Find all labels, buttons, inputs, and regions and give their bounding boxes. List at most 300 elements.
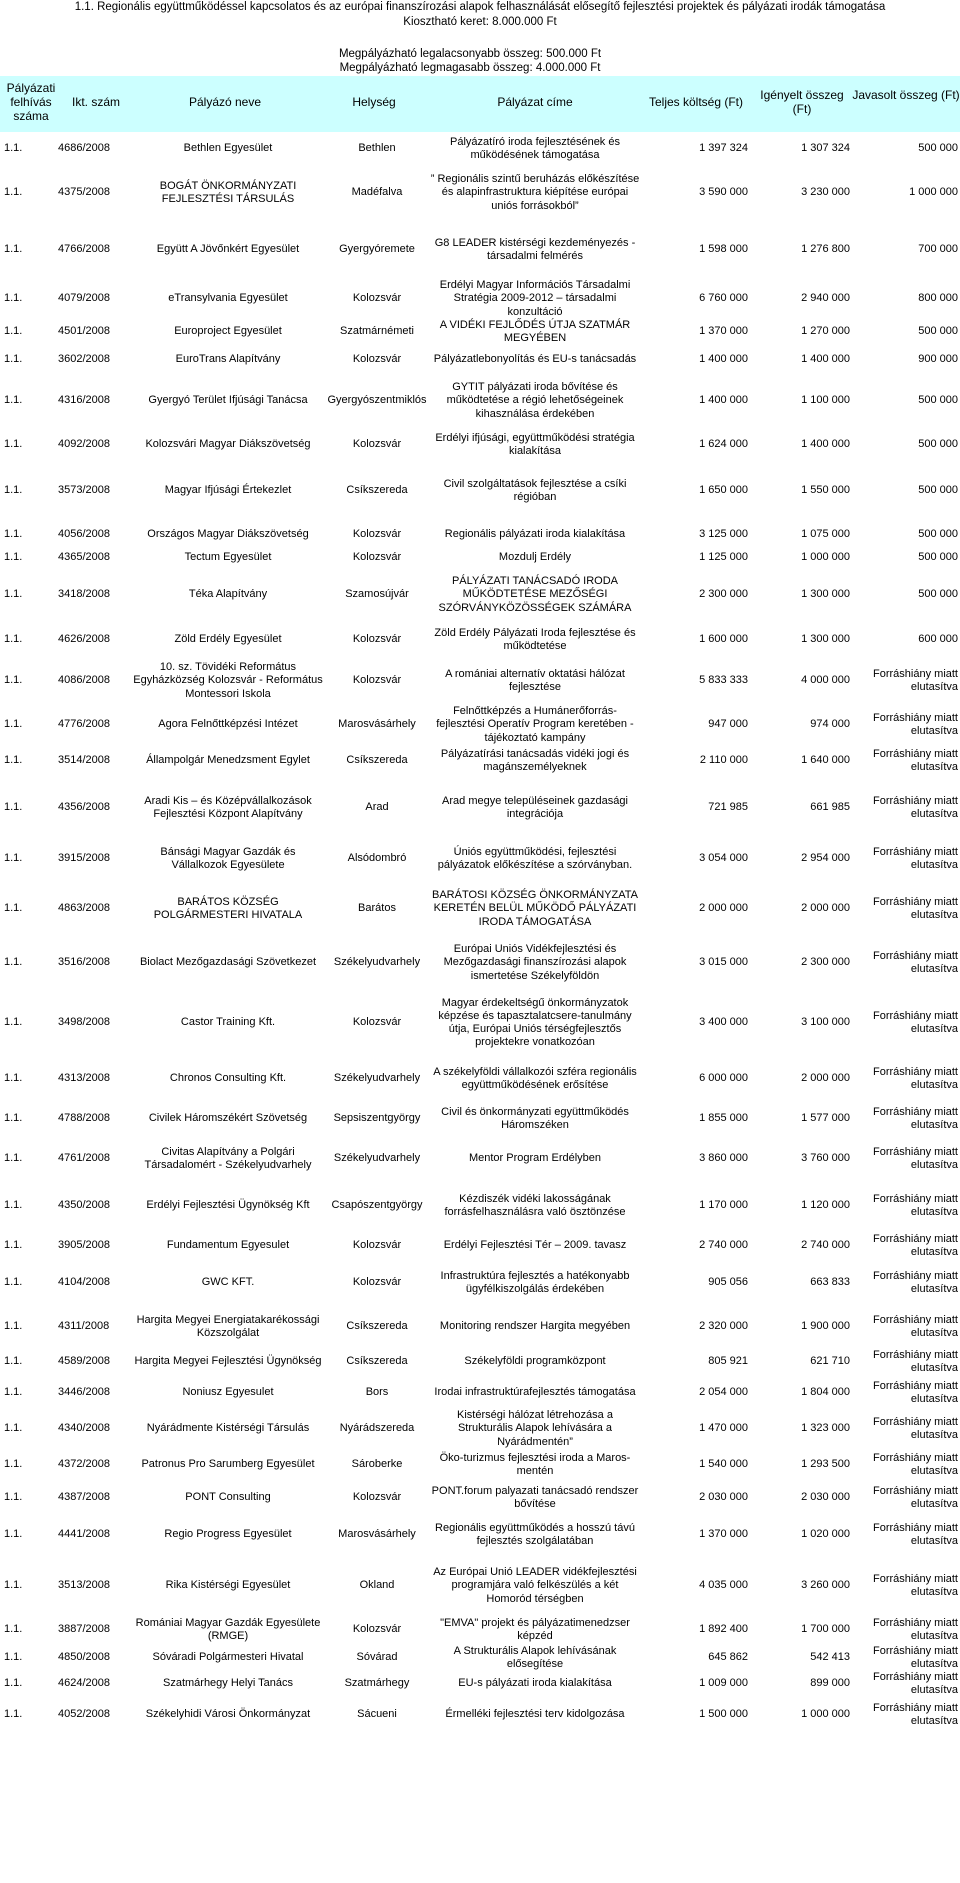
table-row [0,1261,960,1305]
cell-reg [58,345,132,375]
applicant-text: Nyárádmente Kistérségi Társulás [146,1422,310,1435]
cell-call [4,345,46,375]
reg-text: 4365/2008 [58,551,110,564]
reg-text: 4313/2008 [58,1072,110,1085]
cell-total [640,1411,748,1447]
cell-total [640,1447,748,1483]
proposed-text: 700 000 [918,243,958,256]
cell-applicant [133,1375,323,1411]
call-text: 1.1. [4,353,23,366]
reg-text: 4850/2008 [58,1651,110,1664]
proposed-text: Forráshiány miatt elutasítva [873,1313,958,1339]
applicant-text: Rika Kistérségi Egyesület [165,1579,291,1592]
cell-call [4,1231,46,1261]
cell-place [322,1101,432,1137]
cell-project [430,1305,640,1349]
table-row [0,319,960,345]
applicant-text: Chronos Consulting Kft. [169,1072,287,1085]
cell-project [430,551,640,565]
applicant-text: Noniusz Egyesulet [182,1386,274,1399]
cell-project [430,1557,640,1615]
cell-call [4,707,46,743]
cell-total [640,1671,748,1697]
cell-total [640,1137,748,1181]
call-text: 1.1. [4,801,23,814]
cell-project [430,165,640,221]
reg-text: 3516/2008 [58,956,110,969]
cell-total [640,937,748,989]
cell-applicant [133,279,323,319]
total-text: 4 035 000 [699,1579,748,1592]
cell-applicant [133,519,323,551]
cell-total [640,1349,748,1375]
total-text: 1 400 000 [699,394,748,407]
cell-reg [58,463,132,519]
cell-applicant [133,319,323,345]
cell-total [640,319,748,345]
cell-proposed [850,1231,958,1261]
cell-reg [58,1305,132,1349]
cell-requested [748,319,850,345]
call-text: 1.1. [4,1112,23,1125]
cell-total [640,1305,748,1349]
total-text: 1 500 000 [699,1708,748,1721]
reg-text: 4686/2008 [58,142,110,155]
project-text: A székelyföldi vállalkozói szféra regionális együttműködésének erősítése [433,1065,637,1091]
cell-project [430,1231,640,1261]
cell-applicant [133,463,323,519]
project-text: Pályázatíró iroda fejlesztésének és működésének támogatása [450,135,620,161]
applicant-text: Gyergyó Terület Ifjúsági Tanácsa [148,394,308,407]
cell-requested [748,837,850,881]
project-text: A VIDÉKI FEJLŐDÉS ÚTJA SZATMÁR MEGYÉBEN [439,318,631,344]
proposed-text: Forráshiány miatt elutasítva [873,1521,958,1547]
cell-total [640,551,748,565]
cell-call [4,165,46,221]
cell-call [4,1101,46,1137]
cell-reg [58,1137,132,1181]
cell-total [640,1483,748,1513]
total-text: 1 009 000 [699,1677,748,1690]
applicant-text: Sóváradi Polgármesteri Hivatal [152,1651,304,1664]
cell-total [640,1261,748,1305]
call-text: 1.1. [4,1152,23,1165]
cell-proposed [850,133,958,165]
proposed-text: Forráshiány miatt elutasítva [873,895,958,921]
place-text: Sároberke [351,1458,403,1471]
cell-call [4,881,46,937]
cell-reg [58,1671,132,1697]
header-requested: Igényelt összeg (Ft) [760,88,844,116]
cell-reg [58,625,132,655]
proposed-text: Forráshiány miatt elutasítva [873,1670,958,1696]
cell-place [322,1447,432,1483]
cell-reg [58,551,132,565]
applicant-text: Együtt A Jövőnkért Egyesület [156,243,300,256]
table-row [0,1411,960,1447]
cell-place [322,1305,432,1349]
proposed-text: Forráshiány miatt elutasítva [873,667,958,693]
call-text: 1.1. [4,325,23,338]
applicant-text: Tectum Egyesület [184,551,272,564]
place-text: Szamosújvár [345,588,409,601]
cell-proposed [850,937,958,989]
applicant-text: BOGÁT ÖNKORMÁNYZATI FEJLESZTÉSI TÁRSULÁS [159,179,297,205]
requested-text: 3 760 000 [801,1152,850,1165]
table-row [0,1671,960,1697]
cell-place [322,1557,432,1615]
cell-proposed [850,1349,958,1375]
call-text: 1.1. [4,633,23,646]
cell-total [640,707,748,743]
reg-text: 3602/2008 [58,353,110,366]
cell-place [322,319,432,345]
cell-place [322,1057,432,1101]
proposed-text: Forráshiány miatt elutasítva [873,1269,958,1295]
cell-place [322,1645,432,1671]
table-row [0,519,960,551]
table-row [0,565,960,625]
project-text: Erdélyi Fejlesztési Tér – 2009. tavasz [443,1239,627,1252]
applicant-text: Kolozsvári Magyar Diákszövetség [145,438,311,451]
total-text: 1 370 000 [699,1528,748,1541]
cell-proposed [850,707,958,743]
project-text: Erdélyi ifjúsági, együttműködési stratégia kialakítása [435,431,635,457]
cell-reg [58,707,132,743]
table-row [0,221,960,279]
cell-applicant [133,881,323,937]
place-text: Kolozsvár [352,528,402,541]
proposed-text: Forráshiány miatt elutasítva [873,1105,958,1131]
call-text: 1.1. [4,674,23,687]
cell-call [4,1483,46,1513]
cell-call [4,655,46,707]
place-text: Madéfalva [351,186,403,199]
cell-proposed [850,319,958,345]
cell-requested [748,565,850,625]
call-text: 1.1. [4,1072,23,1085]
table-row [0,345,960,375]
proposed-text: Forráshiány miatt elutasítva [873,845,958,871]
cell-requested [748,165,850,221]
place-text: Kolozsvár [352,674,402,687]
cell-proposed [850,165,958,221]
cell-requested [748,743,850,779]
project-text: Civil szolgáltatások fejlesztése a csíki régióban [443,477,627,503]
proposed-text: Forráshiány miatt elutasítva [873,1451,958,1477]
cell-total [640,279,748,319]
place-text: Nyárádszereda [339,1422,415,1435]
total-text: 1 470 000 [699,1422,748,1435]
header-place: Helység [352,95,396,109]
cell-project [430,1645,640,1671]
cell-total [640,881,748,937]
reg-text: 3915/2008 [58,852,110,865]
cell-call [4,427,46,463]
call-text: 1.1. [4,1016,23,1029]
cell-proposed [850,519,958,551]
cell-reg [58,565,132,625]
project-text: Felnőttképzés a Humánerőforrás-fejlesztési Operatív Program keretében - tájékoztató kampány [436,705,634,744]
cell-project [430,1513,640,1557]
requested-text: 663 833 [810,1276,850,1289]
proposed-text: Forráshiány miatt elutasítva [873,1484,958,1510]
total-text: 1 892 400 [699,1623,748,1636]
proposed-text: 500 000 [918,142,958,155]
applicant-text: Romániai Magyar Gazdák Egyesülete (RMGE) [135,1616,321,1642]
cell-call [4,1261,46,1305]
cell-reg [58,1447,132,1483]
cell-requested [748,279,850,319]
requested-text: 2 740 000 [801,1239,850,1252]
requested-text: 1 300 000 [801,633,850,646]
cell-applicant [133,989,323,1057]
cell-place [322,1137,432,1181]
cell-project [430,1615,640,1645]
place-text: Székelyudvarhely [333,1072,421,1085]
cell-project [430,779,640,837]
cell-applicant [133,375,323,427]
cell-call [4,463,46,519]
project-text: BARÁTOSI KÖZSÉG ÖNKORMÁNYZATA KERETÉN BELÜL MŰKÖDŐ PÁLYÁZATI IRODA TÁMOGATÁSA [432,889,638,928]
project-text: Civil és önkormányzati együttműködés Háromszéken [441,1105,629,1131]
requested-text: 3 230 000 [801,186,850,199]
reg-text: 4372/2008 [58,1458,110,1471]
cell-project [430,345,640,375]
cell-requested [748,133,850,165]
project-text: A romániai alternatív oktatási hálózat fejlesztése [445,667,625,693]
reg-text: 4788/2008 [58,1112,110,1125]
cell-reg [58,221,132,279]
cell-requested [748,1513,850,1557]
total-text: 1 400 000 [699,353,748,366]
requested-text: 1 577 000 [801,1112,850,1125]
cell-reg [58,1615,132,1645]
table-row [0,1513,960,1557]
place-text: Kolozsvár [352,292,402,305]
project-text: Erdélyi Magyar Információs Társadalmi Stratégia 2009-2012 – társadalmi konzultáció [439,279,631,318]
cell-project [430,1483,640,1513]
cell-applicant [133,655,323,707]
place-text: Kolozsvár [352,1276,402,1289]
cell-place [322,1671,432,1697]
cell-place [322,1615,432,1645]
cell-requested [748,937,850,989]
table-row [0,1557,960,1615]
place-text: Okland [359,1579,395,1592]
place-text: Csíkszereda [346,1355,408,1368]
cell-proposed [850,837,958,881]
table-row [0,1645,960,1671]
call-text: 1.1. [4,551,23,564]
cell-requested [748,1137,850,1181]
requested-text: 1 270 000 [801,325,850,338]
cell-call [4,1057,46,1101]
title-line-1: 1.1. Regionális együttműködéssel kapcsolatos és az európai finanszírozási alapok felhasználását elősegítő fejlesztési projektek és pályázati irodák támogatása [74,1,886,13]
place-text: Bors [365,1386,389,1399]
applicant-text: Állampolgár Menedzsment Egylet [146,754,310,767]
table-row [0,1101,960,1137]
cell-applicant [133,427,323,463]
requested-text: 2 954 000 [801,852,850,865]
cell-applicant [133,1057,323,1101]
call-text: 1.1. [4,438,23,451]
amount-limits [260,47,680,75]
cell-requested [748,881,850,937]
cell-requested [748,655,850,707]
place-text: Gyergyószentmiklós [327,394,427,407]
cell-project [430,1349,640,1375]
call-text: 1.1. [4,902,23,915]
cell-call [4,221,46,279]
cell-proposed [850,1101,958,1137]
cell-applicant [133,565,323,625]
table-row [0,1615,960,1645]
cell-reg [58,779,132,837]
cell-project [430,319,640,345]
cell-applicant [133,345,323,375]
total-text: 2 320 000 [699,1320,748,1333]
call-text: 1.1. [4,142,23,155]
project-text: Pályázatírási tanácsadás vidéki jogi és magánszemélyeknek [440,747,630,773]
place-text: Sepsiszentgyörgy [333,1112,421,1125]
applicant-text: Castor Training Kft. [180,1016,276,1029]
cell-place [322,1231,432,1261]
place-text: Arad [365,801,389,814]
cell-applicant [133,779,323,837]
cell-place [322,1181,432,1231]
proposed-text: Forráshiány miatt elutasítva [873,1572,958,1598]
call-text: 1.1. [4,1491,23,1504]
reg-text: 4079/2008 [58,292,110,305]
total-text: 2 054 000 [699,1386,748,1399]
cell-total [640,463,748,519]
project-text: Regionális pályázati iroda kialakítása [444,528,626,541]
table-row [0,1137,960,1181]
table-row [0,375,960,427]
cell-reg [58,1411,132,1447]
place-text: Székelyudvarhely [333,956,421,969]
proposed-text: 800 000 [918,292,958,305]
cell-requested [748,551,850,565]
cell-call [4,1557,46,1615]
reg-text: 4104/2008 [58,1276,110,1289]
project-text: Magyar érdekeltségű önkormányzatok képzése és tapasztalatcsere-tanulmány útja, Európai Uniós térségfejlesztős projektekre vonatkozóan [438,996,632,1049]
cell-applicant [133,1305,323,1349]
cell-total [640,345,748,375]
reg-text: 4441/2008 [58,1528,110,1541]
requested-text: 542 413 [810,1651,850,1664]
cell-total [640,1615,748,1645]
cell-project [430,1447,640,1483]
cell-proposed [850,989,958,1057]
proposed-text: 500 000 [918,551,958,564]
total-text: 2 110 000 [699,754,748,767]
call-text: 1.1. [4,243,23,256]
place-text: Kolozsvár [352,1623,402,1636]
reg-text: 4092/2008 [58,438,110,451]
cell-reg [58,427,132,463]
cell-place [322,221,432,279]
table-row [0,1375,960,1411]
total-text: 721 985 [708,801,748,814]
cell-reg [58,1231,132,1261]
cell-reg [58,1483,132,1513]
reg-text: 3446/2008 [58,1386,110,1399]
total-text: 645 862 [708,1651,748,1664]
applicant-text: Fundamentum Egyesulet [166,1239,290,1252]
table-row [0,1697,960,1733]
table-row [0,1181,960,1231]
project-text: Arad megye településeinek gazdasági integrációja [442,794,628,820]
place-text: Kolozsvár [352,633,402,646]
cell-total [640,1057,748,1101]
cell-project [430,707,640,743]
cell-applicant [133,1615,323,1645]
applicant-text: Civitas Alapítvány a Polgári Társadalomért - Székelyudvarhely [144,1145,312,1171]
total-text: 6 000 000 [699,1072,748,1085]
project-text: GYTIT pályázati iroda bővítése és működtetése a régió lehetőségeinek kihasználása érdekében [446,381,624,420]
total-text: 1 397 324 [699,142,748,155]
requested-text: 621 710 [810,1355,850,1368]
cell-project [430,1375,640,1411]
total-text: 805 921 [708,1355,748,1368]
cell-call [4,1671,46,1697]
project-text: G8 LEADER kistérségi kezdeményezés - társadalmi felmérés [434,236,636,262]
table-row [0,463,960,519]
call-text: 1.1. [4,718,23,731]
requested-text: 1 400 000 [801,438,850,451]
requested-text: 2 030 000 [801,1491,850,1504]
cell-call [4,937,46,989]
reg-text: 4387/2008 [58,1491,110,1504]
proposed-text: Forráshiány miatt elutasítva [873,1009,958,1035]
cell-place [322,1375,432,1411]
reg-text: 3513/2008 [58,1579,110,1592]
project-text: Regionális együttműködés a hosszú távú fejlesztés szolgálatában [435,1521,635,1547]
applicant-text: Civilek Háromszékért Szövetség [148,1112,308,1125]
proposed-text: Forráshiány miatt elutasítva [873,1348,958,1374]
cell-proposed [850,1137,958,1181]
cell-reg [58,279,132,319]
proposed-text: Forráshiány miatt elutasítva [873,1232,958,1258]
cell-project [430,1261,640,1305]
total-text: 905 056 [708,1276,748,1289]
cell-total [640,837,748,881]
cell-place [322,625,432,655]
cell-total [640,989,748,1057]
cell-proposed [850,1483,958,1513]
applicant-text: Hargita Megyei Fejlesztési Ügynökség [134,1355,322,1368]
cell-place [322,779,432,837]
cell-place [322,133,432,165]
requested-text: 1 400 000 [801,353,850,366]
reg-text: 4311/2008 [58,1320,110,1333]
proposed-text: Forráshiány miatt elutasítva [873,1379,958,1405]
call-text: 1.1. [4,1651,23,1664]
cell-proposed [850,625,958,655]
requested-text: 2 300 000 [801,956,850,969]
title-line-2: Kiosztható keret: 8.000.000 Ft [403,16,557,28]
cell-project [430,463,640,519]
reg-text: 3418/2008 [58,588,110,601]
table-row [0,1447,960,1483]
reg-text: 4776/2008 [58,718,110,731]
cell-reg [58,1557,132,1615]
cell-proposed [850,463,958,519]
table-row [0,937,960,989]
table-row [0,655,960,707]
